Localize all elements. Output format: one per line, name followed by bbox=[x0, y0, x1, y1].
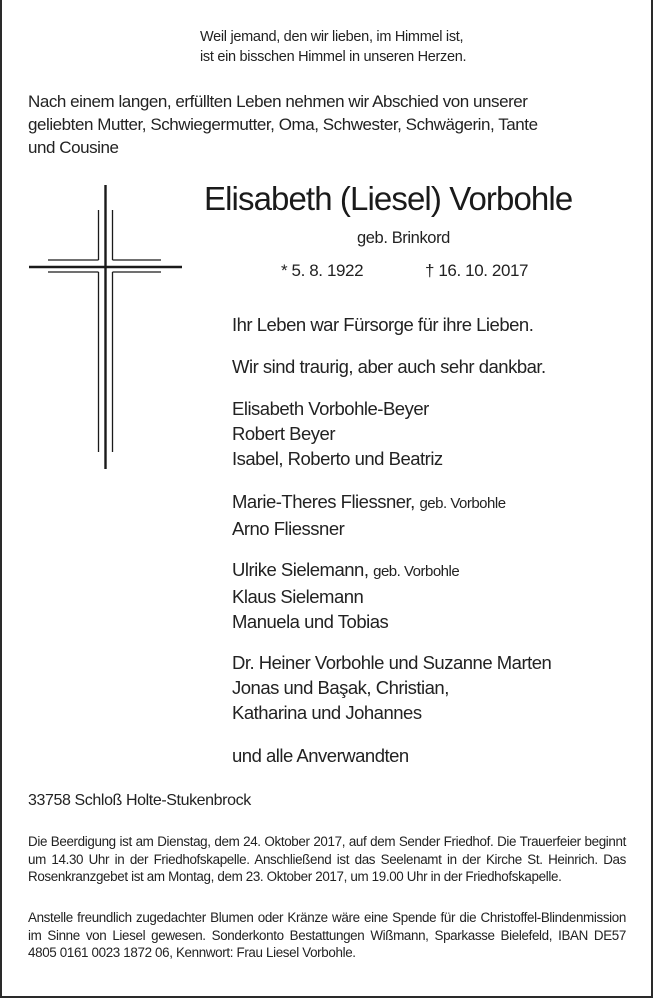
mourner: Dr. Heiner Vorbohle und Suzanne Marten bbox=[232, 652, 552, 673]
mourner-group bbox=[232, 557, 459, 634]
mourner-group bbox=[232, 650, 551, 725]
place: 33758 Schloß Holte-Stukenbrock bbox=[28, 792, 251, 809]
mourner: Klaus Sielemann bbox=[232, 586, 364, 607]
mourner-relatives: und alle Anverwandten bbox=[232, 745, 409, 766]
funeral-info: Die Beerdigung ist am Dienstag, dem 24. Oktober 2017, auf dem Sender Friedhof. Die Trauerfeier beginnt um 14.30 Uhr in der Friedhofskapelle. Anschließend ist das Seelenamt in der Kirche St. Heinrich. Das Rosenkranzgebet ist am Montag, dem 23. Oktober 2017, um 19.00 Uhr in der Friedhofskapelle. bbox=[28, 834, 626, 885]
mourner: Marie-Theres Fliessner, bbox=[232, 491, 415, 512]
mourner-group bbox=[232, 396, 443, 471]
intro-line: Nach einem langen, erfüllten Leben nehmen wir Abschied von unserer bbox=[28, 92, 528, 111]
mourner: Isabel, Roberto und Beatriz bbox=[232, 448, 443, 469]
deceased-name: Elisabeth (Liesel) Vorbohle bbox=[204, 180, 573, 217]
mourner-born-name: geb. Vorbohle bbox=[373, 563, 460, 580]
donation-info: Anstelle freundlich zugedachter Blumen oder Kränze wäre eine Spende für die Christoffel-Blindenmission im Sinne von Liesel gewesen. Sonderkonto Bestattungen Wißmann, Sparkasse Bielefeld, IBAN DE57 4805 0161 0023 1872 06, Kennwort: Frau Liesel Vorbohle. bbox=[28, 910, 626, 961]
saying: Wir sind traurig, aber auch sehr dankbar. bbox=[232, 356, 546, 377]
intro-line: geliebten Mutter, Schwiegermutter, Oma, Schwester, Schwägerin, Tante bbox=[28, 115, 538, 134]
birth-date: * 5. 8. 1922 bbox=[281, 261, 364, 280]
mourner-group bbox=[232, 489, 506, 541]
mourner: Arno Fliessner bbox=[232, 518, 345, 539]
death-date: † 16. 10. 2017 bbox=[425, 261, 529, 280]
mourner: Robert Beyer bbox=[232, 423, 335, 444]
mourner: Jonas und Başak, Christian, bbox=[232, 677, 449, 698]
intro-line: und Cousine bbox=[28, 138, 119, 157]
mourner: Ulrike Sielemann, bbox=[232, 559, 369, 580]
cross-icon bbox=[0, 0, 200, 480]
birth-name: geb. Brinkord bbox=[357, 229, 450, 247]
quote-line: ist ein bisschen Himmel in unseren Herzen. bbox=[200, 48, 467, 65]
quote-line: Weil jemand, den wir lieben, im Himmel ist, bbox=[200, 29, 464, 45]
saying: Ihr Leben war Fürsorge für ihre Lieben. bbox=[232, 314, 534, 335]
mourner: Manuela und Tobias bbox=[232, 611, 389, 632]
mourner: Katharina und Johannes bbox=[232, 702, 422, 723]
mourner: Elisabeth Vorbohle-Beyer bbox=[232, 398, 429, 419]
quote bbox=[200, 28, 466, 67]
mourner-born-name: geb. Vorbohle bbox=[419, 495, 506, 512]
